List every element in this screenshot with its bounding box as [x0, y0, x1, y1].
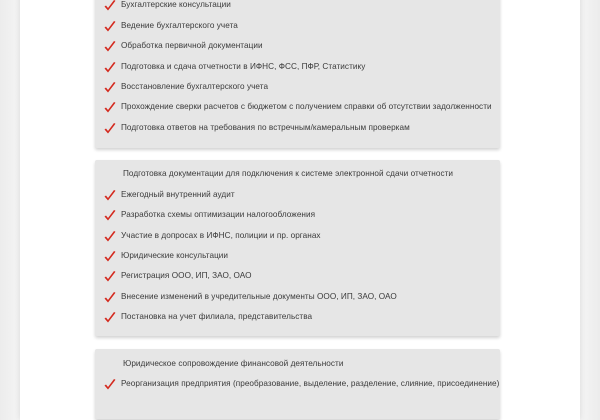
checkmark-icon	[103, 40, 117, 54]
checkmark-icon	[103, 0, 117, 13]
checkmark-icon	[103, 81, 117, 95]
checkmark-icon	[103, 101, 117, 115]
list-item-label: Бухгалтерские консультации	[121, 0, 231, 9]
list-item-label: Подготовка и сдача отчетности в ИФНС, ФСС, ПФР, Статистику	[121, 62, 366, 71]
checkmark-icon	[103, 291, 117, 305]
list-item-label: Реорганизация предприятия (преобразование, выделение, разделение, слияние, присоединение)	[121, 379, 500, 388]
list-item-label: Подготовка ответов на требования по встречным/камеральным проверкам	[121, 123, 410, 132]
list-item-label: Регистрация ООО, ИП, ЗАО, ОАО	[121, 271, 252, 280]
list-item-label: Юридические консультации	[121, 251, 229, 260]
checkmark-icon	[103, 122, 117, 136]
list-item-label: Ежегодный внутренний аудит	[121, 190, 235, 199]
checkmark-icon	[103, 378, 117, 392]
list-item-label: Восстановление бухгалтерского учета	[121, 82, 269, 91]
checkmark-icon	[103, 209, 117, 223]
list-item-label: Разработка схемы оптимизации налогообложения	[121, 210, 316, 219]
checkmark-icon	[103, 250, 117, 264]
services-panel-support	[95, 349, 500, 419]
services-panel-legal	[95, 160, 500, 336]
services-panel-accounting	[95, 0, 500, 148]
checkmark-icon	[103, 189, 117, 203]
checkmark-icon	[103, 311, 117, 325]
checkmark-icon	[103, 61, 117, 75]
list-item-label: Подготовка документации для подключения к системе электронной сдачи отчетности	[123, 169, 454, 178]
list-item-label: Участие в допросах в ИФНС, полиции и пр. органах	[121, 231, 321, 240]
checkmark-icon	[103, 230, 117, 244]
list-item-label: Ведение бухгалтерского учета	[121, 21, 238, 30]
checkmark-icon	[103, 20, 117, 34]
list-item-label: Прохождение сверки расчетов с бюджетом с получением справки об отсутствии задолженности	[121, 102, 492, 111]
checkmark-icon	[103, 270, 117, 284]
list-item-label: Юридическое сопровождение финансовой деятельности	[123, 359, 344, 368]
list-item-label: Постановка на учет филиала, представительства	[121, 312, 313, 321]
list-item-label: Внесение изменений в учредительные документы ООО, ИП, ЗАО, ОАО	[121, 292, 397, 301]
list-item-label: Обработка первичной документации	[121, 41, 263, 50]
